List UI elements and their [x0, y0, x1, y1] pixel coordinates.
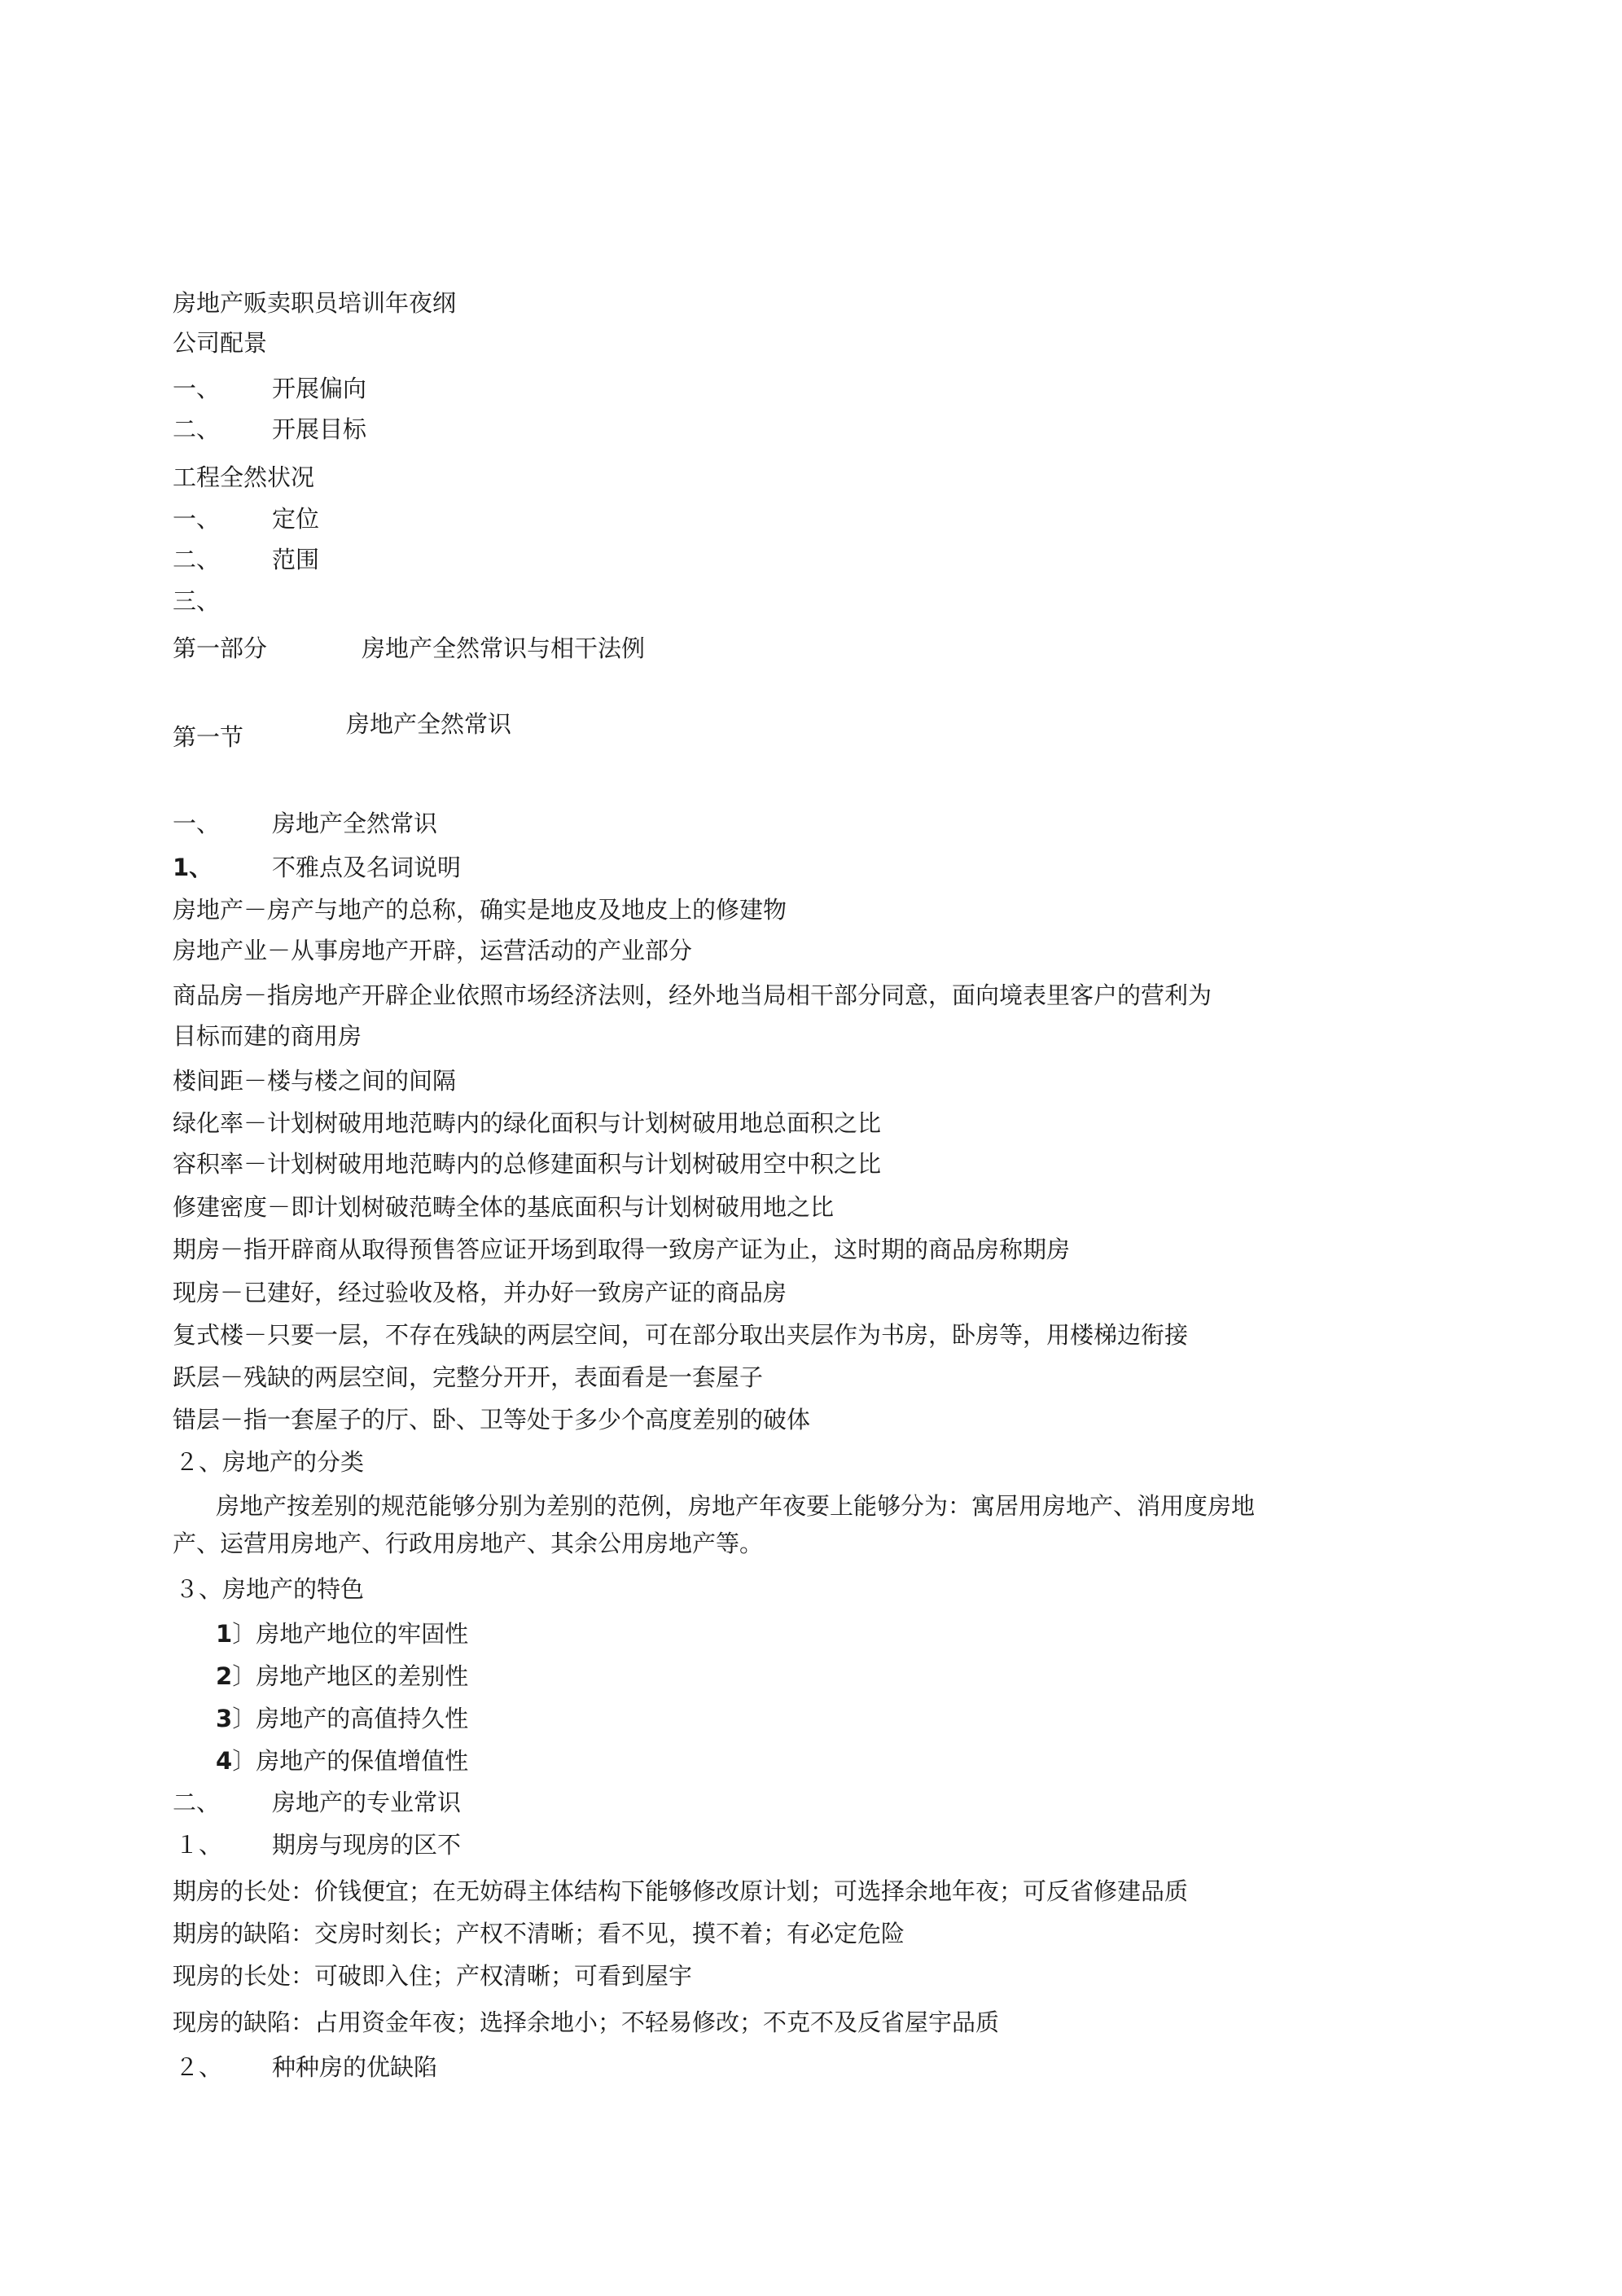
section-label: 第一节 [173, 723, 244, 751]
item-text: 定位 [272, 505, 320, 533]
definition-line: 房地产业－从事房地产开辟，运营活动的产业部分 [173, 937, 693, 964]
feature-number: 1 [216, 1620, 233, 1648]
subheading-text: 不雅点及名词说明 [272, 854, 462, 881]
subheading: ３、房地产的特色 [175, 1575, 365, 1603]
feature-text: 〕房地产的保值增值性 [232, 1747, 469, 1775]
company-item [173, 413, 366, 446]
feature-item [216, 1660, 468, 1692]
definition-line: 房地产－房产与地产的总称，确实是地皮及地皮上的修建物 [173, 896, 787, 924]
heading-one [173, 807, 437, 840]
comparison-line: 期房的缺陷：交房时刻长；产权不清晰；看不见，摸不着；有必定危险 [173, 1920, 905, 1947]
paragraph-line: 房地产按差别的规范能够分别为差别的范例，房地产年夜要上能够分为：寓居用房地产、消用度房地 [216, 1492, 1256, 1520]
comparison-line: 期房的长处：价钱便宜；在无妨碍主体结构下能够修改原计划；可选择余地年夜；可反省修建品质 [173, 1877, 1189, 1905]
definition-line: 跃层－残缺的两层空间，完整分开开，表面看是一套屋子 [173, 1363, 764, 1391]
item-number: 一、 [173, 375, 221, 402]
definition-line: 现房－已建好，经过验收及格，并办好一致房产证的商品房 [173, 1279, 787, 1306]
feature-text: 〕房地产地区的差别性 [232, 1662, 469, 1690]
part-title: 房地产全然常识与相干法例 [362, 634, 646, 662]
definition-line: 容积率－计划树破用地范畴内的总修建面积与计划树破用空中积之比 [173, 1150, 882, 1178]
item-number: 三、 [173, 587, 221, 615]
heading-two [173, 1786, 461, 1819]
subheading-text: 期房与现房的区不 [272, 1831, 462, 1859]
item-number: 二、 [173, 546, 221, 573]
heading-number: 一、 [173, 810, 221, 837]
feature-item [216, 1745, 468, 1777]
project-item [173, 543, 319, 576]
subheading-text: 种种房的优缺陷 [272, 2053, 438, 2081]
feature-item [216, 1618, 468, 1650]
heading-text: 房地产的专业常识 [272, 1789, 462, 1816]
document-title: 房地产贩卖职员培训年夜纲 [173, 289, 457, 317]
project-item [173, 503, 319, 535]
company-section-heading: 公司配景 [173, 329, 268, 357]
subheading [173, 851, 461, 884]
part-label: 第一部分 [173, 634, 268, 662]
subheading-number: １、 [175, 1831, 223, 1859]
feature-number: 3 [216, 1705, 233, 1732]
subheading-number: ２、 [175, 2053, 223, 2081]
definition-line: 目标而建的商用房 [173, 1022, 362, 1050]
definition-line: 绿化率－计划树破用地范畴内的绿化面积与计划树破用地总面积之比 [173, 1109, 882, 1137]
definition-line: 复式楼－只要一层，不存在残缺的两层空间，可在部分取出夹层作为书房，卧房等，用楼梯边衔接 [173, 1321, 1189, 1349]
definition-line: 期房－指开辟商从取得预售答应证开场到取得一致房产证为止，这时期的商品房称期房 [173, 1236, 1071, 1263]
definition-line: 楼间距－楼与楼之间的间隔 [173, 1067, 457, 1095]
subheading [175, 1828, 461, 1861]
feature-item [216, 1702, 468, 1735]
definition-line: 商品房－指房地产开辟企业依照市场经济法则，经外地当局相干部分同意，面向境表里客户的营利为 [173, 981, 1212, 1009]
heading-text: 房地产全然常识 [272, 810, 438, 837]
comparison-line: 现房的缺陷：占用资金年夜；选择余地小；不轻易修改；不克不及反省屋宇品质 [173, 2008, 1000, 2036]
definition-line: 修建密度－即计划树破范畴全体的基底面积与计划树破用地之比 [173, 1193, 835, 1221]
definition-line: 错层－指一套屋子的厅、卧、卫等处于多少个高度差别的破体 [173, 1406, 811, 1433]
feature-number: 4 [216, 1747, 233, 1775]
company-item [173, 372, 366, 405]
item-text: 范围 [272, 546, 320, 573]
comparison-line: 现房的长处：可破即入住；产权清晰；可看到屋宇 [173, 1962, 693, 1990]
item-number: 一、 [173, 505, 221, 533]
feature-number: 2 [216, 1662, 233, 1690]
subheading: ２、房地产的分类 [175, 1448, 365, 1476]
item-text: 开展目标 [272, 415, 367, 443]
paragraph-line: 产、运营用房地产、行政用房地产、其余公用房地产等。 [173, 1530, 764, 1557]
feature-text: 〕房地产的高值持久性 [232, 1705, 469, 1732]
subheading [175, 2051, 437, 2083]
subheading-number: 1、 [173, 854, 213, 881]
project-item [173, 585, 272, 617]
feature-text: 〕房地产地位的牢固性 [232, 1620, 469, 1648]
item-number: 二、 [173, 415, 221, 443]
item-text: 开展偏向 [272, 375, 367, 402]
project-section-heading: 工程全然状况 [173, 463, 315, 491]
heading-number: 二、 [173, 1789, 221, 1816]
part-heading [173, 632, 645, 665]
section-title: 房地产全然常识 [346, 710, 512, 738]
